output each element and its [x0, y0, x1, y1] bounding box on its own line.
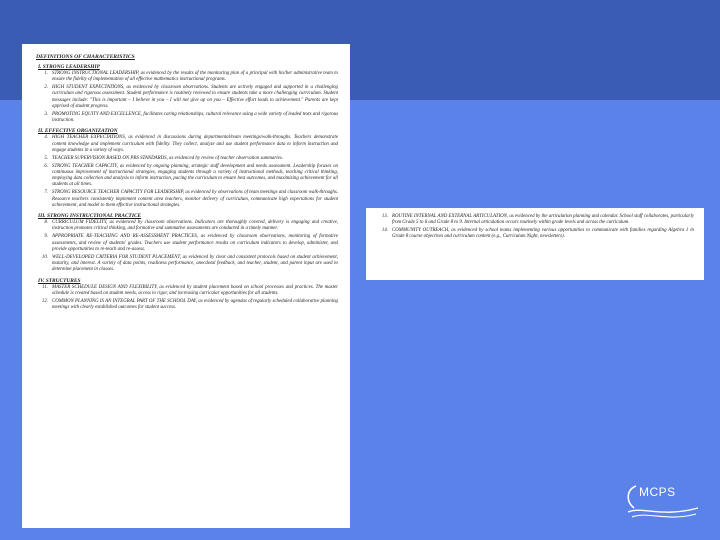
list-item	[36, 156, 338, 162]
item-text: MASTER SCHEDULE DESIGN AND FLEXIBILITY, as evidenced by student placement based on school processes and practices. The master schedule is created based on student needs, access to rigor, and increasing curricular opportunities for all students.	[52, 284, 338, 296]
item-text: HIGH TEACHER EXPECTATIONS, as evidenced in discussions during departmental/team meetings/walk-throughs. Teachers demonstrate content knowledge and implement curriculum with fidelity. They collect, analyze and use student performance data to inform instruction and engage students in a variety of ways.	[52, 135, 338, 153]
section-strong-leadership	[36, 64, 338, 124]
item-text: STRONG TEACHER CAPACITY, as evidenced by ongoing planning, strategic staff development and needs assessment. Leadership focuses on continuous improvement of instructional strategies, engaging students through a variety of instructional methods, teaching critical thinking, employing data collection and analysis to inform instruction, pacing the curriculum to ensure best outcomes, and maximizing achievement for all students at all times.	[52, 163, 338, 188]
list-item	[36, 112, 338, 125]
list-item	[36, 164, 338, 189]
item-text: STRONG INSTRUCTIONAL LEADERSHIP, as evidenced by the results of the monitoring plan of a principal with his/her administrative team to ensure the fidelity of implementation of all effective mathematics instructional programs.	[52, 71, 338, 83]
list-item	[36, 135, 338, 154]
item-number: 6.	[44, 163, 48, 169]
item-text: COMMON PLANNING IS AN INTEGRAL PART OF THE SCHOOL DAY, as evidenced by agendas of regularly scheduled collaborative planning meetings with clearly established outcomes for student success.	[52, 298, 338, 310]
list-item	[376, 228, 694, 241]
section-heading: I. STRONG LEADERSHIP	[38, 64, 100, 70]
logo-text: MCPS	[639, 485, 676, 499]
list-item	[36, 299, 338, 312]
item-text: CURRICULUM FIDELITY, as evidenced by classroom observations. Indicators are thoroughly covered, delivery is engaging and creative, instruction promotes critical thinking, and formative and summative assessments are conducted in a timely manner.	[52, 220, 338, 232]
list-item	[376, 214, 694, 227]
section-heading: IV. STRUCTURES	[38, 277, 81, 284]
list-item	[36, 285, 338, 298]
list-item	[36, 71, 338, 84]
item-number: 12.	[41, 298, 48, 304]
list-item	[36, 234, 338, 253]
item-text: TEACHER SUPERVISION BASED ON PBS STANDARDS, as evidenced by review of teacher observation summaries.	[52, 155, 283, 161]
item-number: 4.	[44, 135, 48, 141]
list-item	[36, 85, 338, 110]
item-number: 14.	[381, 228, 388, 234]
item-text: PROMOTING EQUITY AND EXCELLENCE, facilitates caring relationships, cultural relevance using a wide variety of leaded texts and rigorous instruction.	[52, 111, 338, 124]
section-structures	[36, 278, 338, 312]
item-number: 5.	[44, 155, 48, 161]
list-item	[36, 220, 338, 233]
list-item	[36, 190, 338, 209]
item-number: 7.	[44, 190, 48, 196]
item-number: 10.	[41, 254, 48, 260]
section-heading: III. STRONG INSTRUCTIONAL PRACTICE	[38, 213, 142, 220]
section-effective-organization	[36, 128, 338, 209]
item-number: 3.	[44, 111, 48, 117]
item-text: APPROPRIATE RE-TEACHING AND RE-ASSESSMENT PRACTICES, as evidenced by classroom observations, monitoring of formative assessments, and review of students' grades. Teachers use student performance results on curriculum indicators to develop, administer, and provide opportunities to re-teach and re-assess.	[52, 234, 338, 252]
item-text: STRONG RESOURCE TEACHER CAPACITY FOR LEADERSHIP, as evidenced by observations of team meetings and classroom walk-throughs. Resource teachers consistently implement content area teachers, monitor delivery of curriculum, communicate high expectations for student achievement, and model to them effective instructional strategies.	[52, 190, 338, 208]
list-item	[36, 255, 338, 274]
section-strong-instructional-practice	[36, 213, 338, 273]
item-text: ROUTINE INTERNAL AND EXTERNAL ARTICULATION, as evidenced by the articulation planning and calendar. School staff collaborates, particularly from Grade 5 to 6 and Grade 8 to 9. Internal articulation occurs routinely within grade levels and across the curriculum.	[392, 214, 694, 226]
item-number: 8.	[44, 220, 48, 226]
item-number: 9.	[44, 234, 48, 240]
item-text: COMMUNITY OUTREACH, as evidenced by school teams implementing various opportunities to communicate with families regarding Algebra 1 in Grade 8 course objectives and curriculum content (e.g., Curriculum Night, newsletters).	[392, 228, 694, 240]
item-number: 11.	[42, 284, 48, 290]
continued-page	[366, 208, 704, 280]
item-number: 13.	[381, 214, 388, 219]
item-text: HIGH STUDENT EXPECTATIONS, as evidenced by classroom observations. Students are actively engaged and supported in a challenging curriculum and rigorous assessment. Student performance is routinely reviewed to ensure students take a more challenging curriculum. Student messages include: "This is important – I believe in you – I will not give up on you – Effective effort leads to achievement." Parents are kept apprised of student progress.	[52, 85, 338, 109]
document-page	[22, 44, 350, 528]
document-title: DEFINITIONS OF CHARACTERISTICS	[36, 54, 135, 60]
item-number: 1.	[44, 71, 48, 76]
item-text: WELL-DEVELOPED CRITERIA FOR STUDENT PLACEMENT, as evidenced by clear and consistent protocols based on student achievement, maturity, and interest. A variety of data points, readiness performance, anecdotal feedback, and teacher, student, and parent input are used to determine placement in classes.	[52, 254, 338, 273]
item-number: 2.	[44, 85, 48, 91]
section-heading: II. EFFECTIVE ORGANIZATION	[38, 128, 118, 135]
